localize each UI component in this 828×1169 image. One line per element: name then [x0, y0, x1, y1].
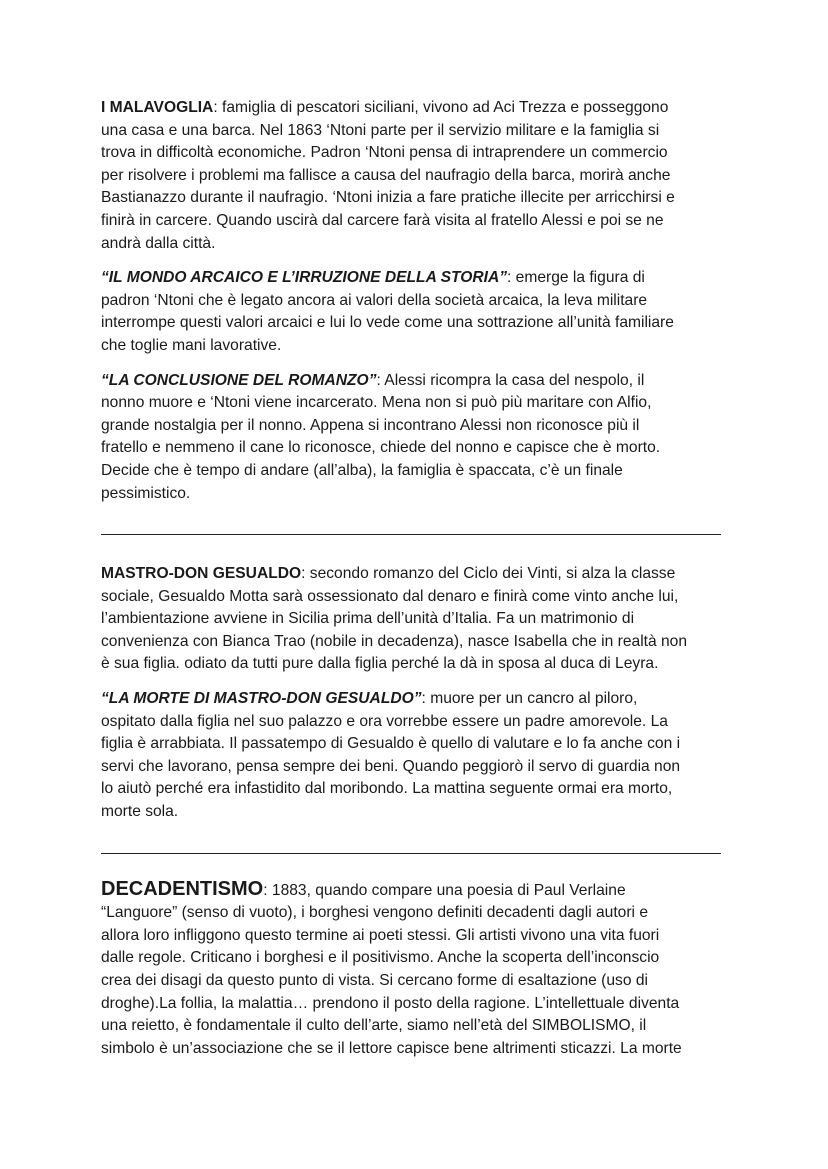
text-line: grande nostalgia per il nonno. Appena si incontrano Alessi non riconosce più il — [101, 416, 640, 434]
heading-malavoglia: I MALAVOGLIA — [101, 99, 214, 116]
spacer — [101, 854, 729, 878]
spacer — [101, 505, 729, 534]
text-line: allora loro infliggono questo termine ai poeti stessi. Gli artisti vivono una vita fuori — [101, 926, 660, 944]
text-line: Decide che è tempo di andare (all’alba), la famiglia è spaccata, c’è un finale — [101, 461, 623, 479]
text-line: : 1883, quando compare una poesia di Paul Verlaine — [263, 881, 626, 899]
text-line: nonno muore e ‘Ntoni viene incarcerato. Mena non si può più maritare con Alfio, — [101, 394, 652, 412]
paragraph-decadentismo — [101, 878, 729, 1061]
text-line: crea dei disagi da questo punto di vista. Si cercano forme di esaltazione (uso di — [101, 972, 648, 989]
text-line: : famiglia di pescatori siciliani, vivono ad Aci Trezza e posseggono — [213, 99, 669, 116]
text-line: : emerge la figura di — [507, 269, 645, 287]
heading-conclusione: “LA CONCLUSIONE DEL ROMANZO” — [101, 371, 377, 389]
paragraph-morte-gesualdo — [101, 688, 729, 824]
text-line: simbolo è un’associazione che se il lettore capisce bene altrimenti sticazzi. La morte — [101, 1039, 682, 1057]
text-line: interrompe questi valori arcaici e lui lo vede come una sottrazione all’unità familiare — [101, 314, 674, 332]
text-line: : Alessi ricompra la casa del nespolo, il — [376, 371, 645, 389]
text-line: ospitato dalla figlia nel suo palazzo e ora vorrebbe essere un padre amorevole. La — [101, 712, 668, 730]
text-line: “Languore” (senso di vuoto), i borghesi vengono definiti decadenti dagli autori e — [101, 904, 648, 922]
text-line: pessimistico. — [101, 484, 191, 502]
text-line: : muore per un cancro al piloro, — [421, 690, 638, 708]
spacer — [101, 255, 729, 267]
heading-gesualdo: MASTRO-DON GESUALDO — [101, 565, 302, 583]
text-line: fratello e nemmeno il cane lo riconosce, chiede del nonno e capisce che è morto. — [101, 439, 661, 457]
text-line: droghe).La follia, la malattia… prendono il posto della ragione. L’intellettuale diventa — [101, 994, 680, 1012]
text-line: sociale, Gesualdo Motta sarà ossessionato dal denaro e finirà come vinto anche lui, — [101, 587, 679, 605]
paragraph-malavoglia — [101, 97, 729, 255]
spacer — [101, 358, 729, 370]
text-line: l’ambientazione avviene in Sicilia prima dell’unità d’Italia. Fa un matrimonio di — [101, 610, 635, 628]
text-line: figlia è arrabbiata. Il passatempo di Gesualdo è quello di valutare e lo fa anche con i — [101, 735, 681, 753]
text-line: padron ‘Ntoni che è legato ancora ai valori della società arcaica, la leva militare — [101, 291, 648, 309]
spacer — [101, 824, 729, 853]
text-line: per risolvere i problemi ma fallisce a causa del naufragio della barca, morirà anche — [101, 166, 671, 184]
text-line: : secondo romanzo del Ciclo dei Vinti, si alza la classe — [301, 565, 676, 583]
paragraph-mondo-arcaico — [101, 267, 729, 357]
document-page — [101, 97, 729, 1060]
paragraph-conclusione — [101, 370, 729, 506]
text-line: è sua figlia. odiato da tutti pure dalla figlia perché la dà in sposa al duca di Leyra. — [101, 655, 659, 673]
text-line: che toglie mani lavorative. — [101, 336, 282, 354]
text-line: una casa e una barca. Nel 1863 ‘Ntoni parte per il servizio militare e la famiglia si — [101, 121, 660, 139]
text-line: dalle regole. Criticano i borghesi e il positivismo. Anche la scoperta dell’inconscio — [101, 949, 660, 967]
text-line: trova in difficoltà economiche. Padron ‘Ntoni pensa di intraprendere un commercio — [101, 144, 668, 162]
heading-mondo-arcaico: “IL MONDO ARCAICO E L’IRRUZIONE DELLA STORIA” — [101, 269, 508, 287]
text-line: finirà in carcere. Quando uscirà dal carcere farà visita al fratello Alessi e poi se ne — [101, 211, 664, 229]
text-line: morte sola. — [101, 803, 179, 821]
text-line: lo aiutò perché era infastidito dal moribondo. La mattina seguente ormai era morto, — [101, 780, 673, 798]
text-line: Bastianazzo durante il naufragio. ‘Ntoni inizia a fare pratiche illecite per arricchirsi e — [101, 189, 675, 207]
heading-morte-gesualdo: “LA MORTE DI MASTRO-DON GESUALDO” — [101, 690, 422, 708]
spacer — [101, 535, 729, 563]
paragraph-gesualdo — [101, 563, 729, 676]
text-line: servi che lavorano, pensa sempre dei beni. Quando peggiorò il servo di guardia non — [101, 757, 681, 775]
text-line: andrà dalla città. — [101, 234, 216, 252]
text-line: convenienza con Bianca Trao (nobile in decadenza), nasce Isabella che in realtà non — [101, 632, 688, 650]
text-line: una reietto, è fondamentale il culto dell’arte, siamo nell’età del SIMBOLISMO, il — [101, 1017, 647, 1035]
heading-decadentismo: DECADENTISMO — [101, 877, 264, 900]
spacer — [101, 676, 729, 688]
